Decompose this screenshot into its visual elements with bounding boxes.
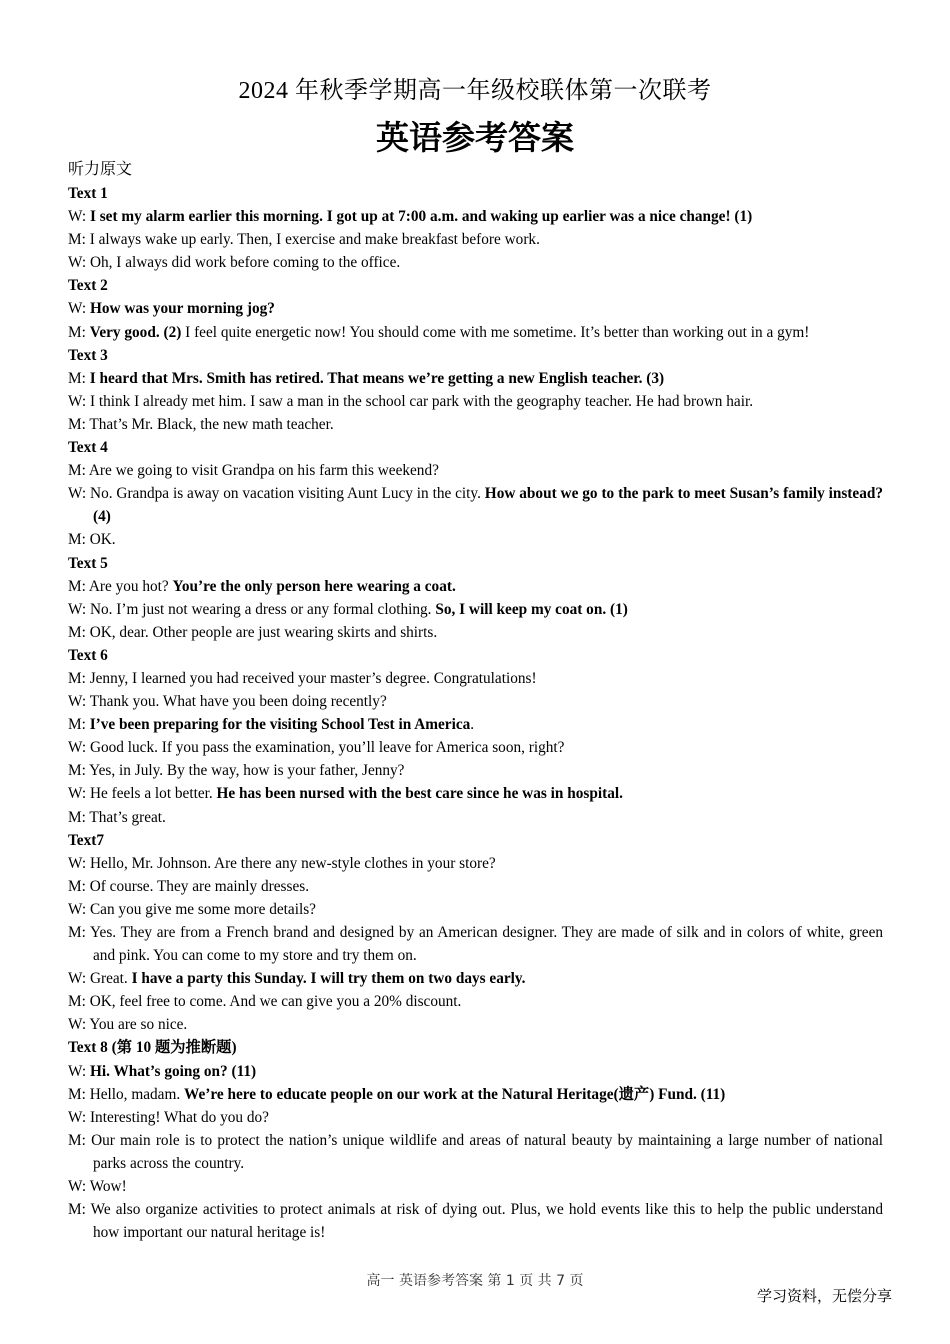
dialogue-text: No. I’m just not wearing a dress or any formal clothing. xyxy=(89,600,436,618)
dialogue-text: You are so nice. xyxy=(89,1016,188,1034)
dialogue-line xyxy=(68,852,883,875)
answer-cue-text: So, I will keep my coat on. (1) xyxy=(435,600,628,618)
dialogue-line xyxy=(68,390,883,413)
dialogue-line xyxy=(68,528,883,551)
speaker-label: M: xyxy=(68,716,86,734)
dialogue-text: . xyxy=(470,716,475,734)
speaker-label: W: xyxy=(68,300,87,318)
speaker-label: W: xyxy=(68,854,87,872)
speaker-label: M: xyxy=(68,1201,86,1219)
dialogue-text: Interesting! What do you do? xyxy=(89,1108,269,1126)
answer-cue-text: How about we go to the park to meet Susan’s family instead? (4) xyxy=(93,485,883,526)
speaker-label: W: xyxy=(68,254,87,272)
dialogue-line xyxy=(68,205,883,228)
dialogue-text: Wow! xyxy=(89,1178,127,1196)
answer-cue-text: Hi. What’s going on? (11) xyxy=(89,1062,257,1080)
dialogue-line xyxy=(68,621,883,644)
dialogue-text: That’s great. xyxy=(89,808,166,826)
speaker-label: W: xyxy=(68,900,87,918)
text-label: Text 1 xyxy=(68,185,108,202)
dialogue-line xyxy=(68,736,883,759)
answer-cue-text: I have a party this Sunday. I will try them on two days early. xyxy=(131,970,526,988)
answer-cue-text: You’re the only person here wearing a coat. xyxy=(172,577,456,595)
dialogue-line xyxy=(68,459,883,482)
dialogue-text: That’s Mr. Black, the new math teacher. xyxy=(89,415,334,433)
dialogue-text: I always wake up early. Then, I exercise and make breakfast before work. xyxy=(89,231,540,249)
text-label: Text7 xyxy=(68,831,104,849)
dialogue-line xyxy=(68,782,883,805)
dialogue-line xyxy=(68,1175,883,1198)
speaker-label: W: xyxy=(68,485,87,503)
speaker-label: M: xyxy=(68,762,86,780)
speaker-label: M: xyxy=(68,669,86,687)
dialogue-line xyxy=(68,575,883,598)
share-note: 学习资料，无偿分享 xyxy=(756,1287,892,1305)
speaker-label: W: xyxy=(68,1062,87,1080)
dialogue-text: Good luck. If you pass the examination, you’ll leave for America soon, right? xyxy=(89,739,565,757)
speaker-label: M: xyxy=(68,369,86,387)
speaker-label: W: xyxy=(68,785,87,803)
answer-cue-text: He has been nursed with the best care since he was in hospital. xyxy=(216,785,623,803)
dialogue-line xyxy=(68,713,883,736)
dialogue-text: I think I already met him. I saw a man in the school car park with the geography teacher. He had brown hair. xyxy=(89,392,754,410)
answer-cue-text: I’ve been preparing for the visiting School Test in America xyxy=(89,716,471,734)
speaker-label: W: xyxy=(68,1178,87,1196)
dialogue-text: Yes, in July. By the way, how is your father, Jenny? xyxy=(89,762,405,780)
dialogue-line xyxy=(68,990,883,1013)
dialogue-line xyxy=(68,1083,883,1106)
speaker-label: M: xyxy=(68,415,86,433)
dialogue-line xyxy=(68,921,883,967)
speaker-label: M: xyxy=(68,993,86,1011)
speaker-label: M: xyxy=(68,1131,86,1149)
speaker-label: M: xyxy=(68,462,86,480)
dialogue-line xyxy=(68,367,883,390)
dialogue-text: Can you give me some more details? xyxy=(89,900,316,918)
dialogue-text: He feels a lot better. xyxy=(89,785,217,803)
text-label: Text 5 xyxy=(68,554,108,572)
dialogue-line xyxy=(68,806,883,829)
speaker-label: W: xyxy=(68,693,87,711)
section-heading: 听力原文 xyxy=(68,159,133,178)
dialogue-line xyxy=(68,598,883,621)
dialogue-line xyxy=(68,898,883,921)
dialogue-line xyxy=(68,1013,883,1036)
dialogue-text: Our main role is to protect the nation’s unique wildlife and areas of natural beauty by maintaining a large number of national parks across the country. xyxy=(91,1131,883,1172)
speaker-label: M: xyxy=(68,877,86,895)
speaker-label: W: xyxy=(68,739,87,757)
dialogue-text: Of course. They are mainly dresses. xyxy=(89,877,310,895)
speaker-label: M: xyxy=(68,623,86,641)
dialogue-text: OK, dear. Other people are just wearing skirts and shirts. xyxy=(89,623,438,641)
text-label: Text 3 xyxy=(68,346,108,364)
dialogue-line xyxy=(68,667,883,690)
answer-cue-text: I set my alarm earlier this morning. I got up at 7:00 a.m. and waking up earlier was a nice change! (1) xyxy=(89,208,753,226)
speaker-label: M: xyxy=(68,1085,86,1103)
dialogue-line xyxy=(68,690,883,713)
speaker-label: W: xyxy=(68,970,87,988)
dialogue-text: Great. xyxy=(89,970,132,988)
speaker-label: M: xyxy=(68,231,86,249)
answer-cue-text: Very good. (2) xyxy=(89,323,182,341)
speaker-label: W: xyxy=(68,1108,87,1126)
text-label: Text 4 xyxy=(68,439,108,457)
text-label: Text 2 xyxy=(68,277,108,295)
speaker-label: M: xyxy=(68,323,86,341)
dialogue-line xyxy=(68,297,883,320)
dialogue-text: I feel quite energetic now! You should come with me sometime. It’s better than working out in a gym! xyxy=(181,323,810,341)
dialogue-line xyxy=(68,759,883,782)
dialogue-line xyxy=(68,1198,883,1244)
dialogue-text: OK, feel free to come. And we can give you a 20% discount. xyxy=(89,993,462,1011)
dialogue-line xyxy=(68,967,883,990)
text-label: Text 8 (第 10 题为推断题) xyxy=(68,1039,237,1057)
dialogue-text: Hello, Mr. Johnson. Are there any new-style clothes in your store? xyxy=(89,854,496,872)
speaker-label: M: xyxy=(68,808,86,826)
page-footer: 高一 英语参考答案 第 1 页 共 7 页 xyxy=(366,1273,584,1289)
speaker-label: W: xyxy=(68,1016,87,1034)
document-subtitle: 英语参考答案 xyxy=(376,118,574,157)
speaker-label: M: xyxy=(68,924,86,941)
exam-title: 2024 年秋季学期高一年级校联体第一次联考 xyxy=(238,78,712,104)
speaker-label: M: xyxy=(68,531,86,549)
dialogue-text: We also organize activities to protect animals at risk of dying out. Plus, we hold events like this to help the public understand how important our natural heritage is! xyxy=(90,1201,883,1242)
dialogue-text: Are you hot? xyxy=(88,577,173,595)
dialogue-line xyxy=(68,413,883,436)
answer-cue-text: I heard that Mrs. Smith has retired. That means we’re getting a new English teacher. (3) xyxy=(89,369,665,387)
dialogue-text: Yes. They are from a French brand and designed by an American designer. They are made of silk and in colors of white, green and pink. You can come to my store and try them on. xyxy=(90,924,884,965)
dialogue-line xyxy=(68,251,883,274)
dialogue-line xyxy=(68,1060,883,1083)
dialogue-text: No. Grandpa is away on vacation visiting Aunt Lucy in the city. xyxy=(90,485,485,503)
dialogue-line xyxy=(68,321,883,344)
dialogue-line xyxy=(68,1106,883,1129)
speaker-label: W: xyxy=(68,392,87,410)
dialogue-line xyxy=(68,482,883,528)
dialogue-line xyxy=(68,1129,883,1175)
dialogue-line xyxy=(68,228,883,251)
dialogue-text: OK. xyxy=(89,531,116,549)
dialogue-text: Hello, madam. xyxy=(89,1085,184,1103)
dialogue-text: Thank you. What have you been doing recently? xyxy=(89,693,387,711)
listening-transcript xyxy=(68,182,883,1244)
dialogue-text: Jenny, I learned you had received your master’s degree. Congratulations! xyxy=(89,669,537,687)
answer-cue-text: We’re here to educate people on our work at the Natural Heritage(遗产) Fund. (11) xyxy=(184,1085,726,1103)
text-label: Text 6 xyxy=(68,646,108,664)
dialogue-text: Are we going to visit Grandpa on his farm this weekend? xyxy=(88,462,439,480)
answer-cue-text: How was your morning jog? xyxy=(89,300,275,318)
dialogue-line xyxy=(68,875,883,898)
speaker-label: M: xyxy=(68,577,86,595)
dialogue-text: Oh, I always did work before coming to the office. xyxy=(89,254,401,272)
speaker-label: W: xyxy=(68,600,87,618)
speaker-label: W: xyxy=(68,208,87,226)
